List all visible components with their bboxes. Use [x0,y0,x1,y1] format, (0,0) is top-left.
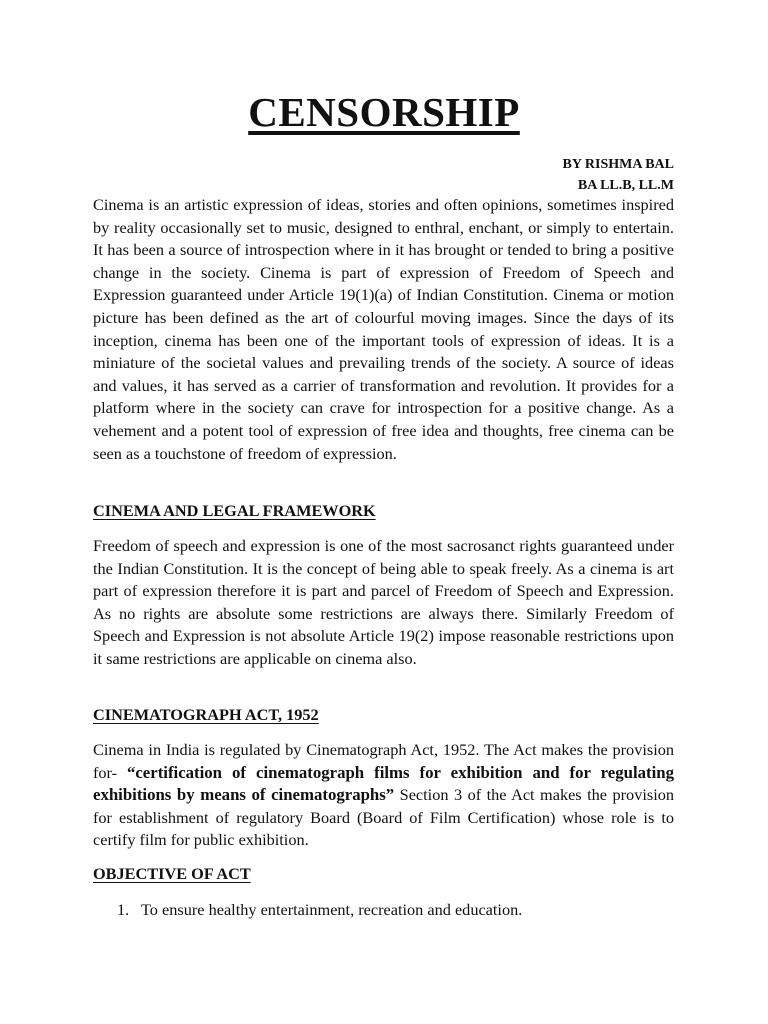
section-heading-objective: OBJECTIVE OF ACT [93,864,251,883]
objective-list [117,899,522,921]
document-title: CENSORSHIP [248,89,520,135]
list-item-text: To ensure healthy entertainment, recreation and education. [141,900,523,919]
section-heading-cinematograph-act: CINEMATOGRAPH ACT, 1952 [93,705,319,724]
cinematograph-act-paragraph [93,739,674,852]
intro-paragraph: Cinema is an artistic expression of ideas, stories and often opinions, sometimes inspired by reality occasionally set to music, designed to enthral, enchant, or simply to entertain. It has been a source of introspection where in it has brought or tended to bring a positive change in the society. Cinema is part of expression of Freedom of Speech and Expression guaranteed under Article 19(1)(a) of Indian Constitution. Cinema or motion picture has been defined as the art of colourful moving images. Since the days of its inception, cinema has been one of the important tools of expression of ideas. It is a miniature of the societal values and prevailing trends of the society. A source of ideas and values, it has served as a carrier of transformation and revolution. It provides for a platform where in the society can crave for introspection for a positive change. As a vehement and a potent tool of expression of free idea and thoughts, free cinema can be seen as a touchstone of freedom of expression. [93,195,674,463]
section-heading-legal-framework: CINEMA AND LEGAL FRAMEWORK [93,501,376,520]
act-quote: “certification of cinematograph films for exhibition and for regulating exhibitions by means of cinematographs” [93,762,675,805]
act-text-before: Cinema in India is regulated by Cinematograph Act, 1952. The Act makes the provision for- [93,740,674,782]
legal-framework-paragraph: Freedom of speech and expression is one of the most sacrosanct rights guaranteed under the Indian Constitution. It is the concept of being able to speak freely. As a cinema is art part of expression therefore it is part and parcel of Freedom of Speech and Expression. As no rights are absolute some restrictions are always there. Similarly Freedom of Speech and Expression is not absolute Article 19(2) impose reasonable restrictions upon it same restrictions are applicable on cinema also. [93,536,674,668]
author-qualifications: BA LL.B, LL.M [577,178,674,193]
act-text-after: Section 3 of the Act makes the provision for establishment of regulatory Board (Board of Film Certification) whose role is to certify film for public exhibition. [93,785,674,850]
list-item [117,899,522,921]
list-item-number: 1. [117,900,130,919]
author-name: BY RISHMA BAL [562,157,674,172]
